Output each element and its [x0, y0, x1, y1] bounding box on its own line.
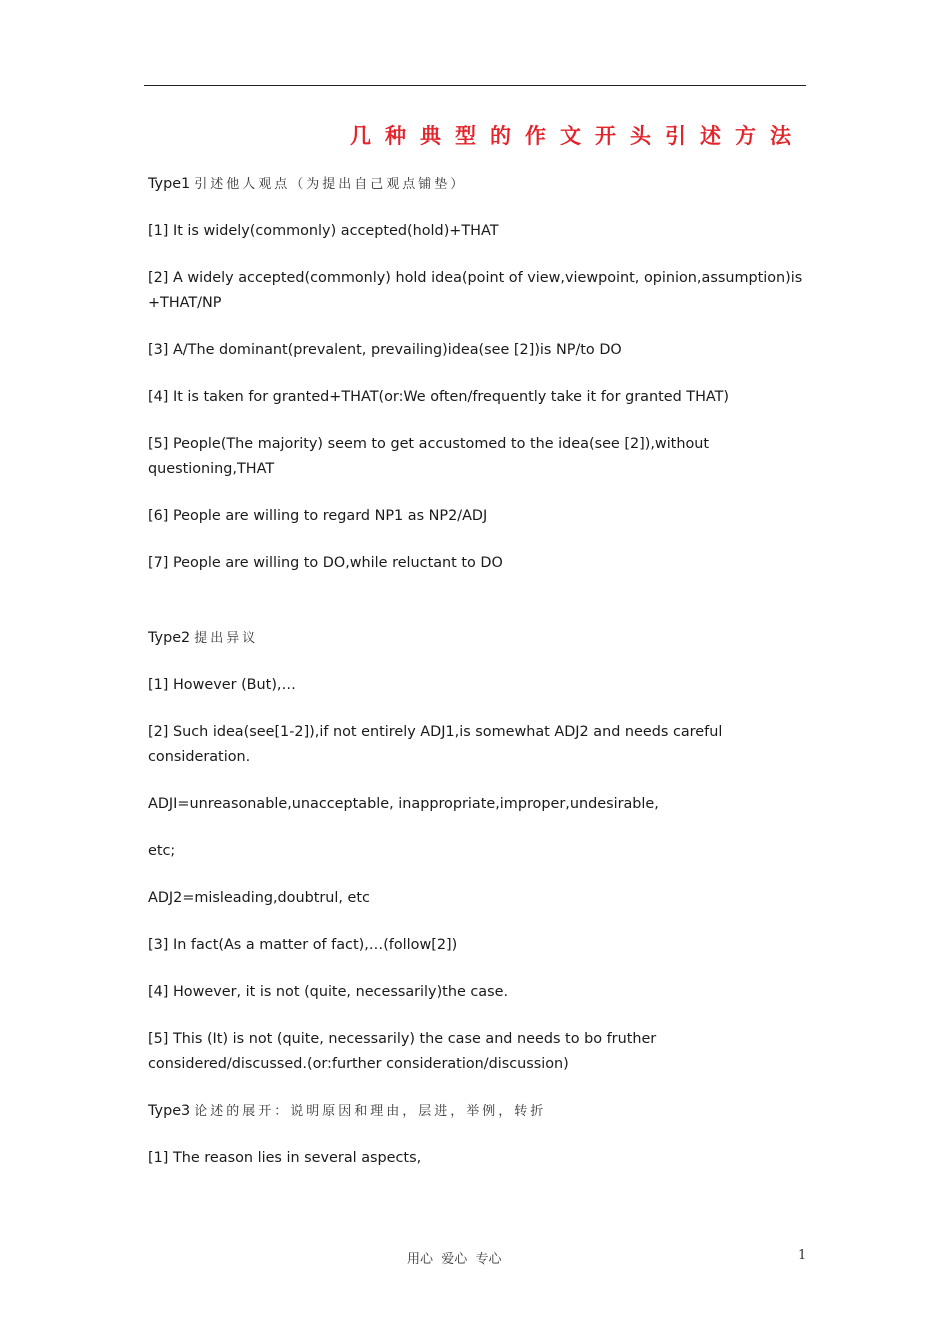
text-line: ADJ2=misleading,doubtrul, etc — [148, 890, 370, 906]
document-title: 几种典型的作文开头引述方法 — [350, 123, 805, 148]
footer-motto: 用心 爱心 专心 — [407, 1252, 502, 1267]
text-line: [7] People are willing to DO,while reluctant to DO — [148, 555, 503, 571]
page-footer — [0, 1248, 950, 1270]
text-line: [3] In fact(As a matter of fact),…(follow[2]) — [148, 937, 458, 953]
section-heading-en: Type2 — [148, 630, 191, 646]
text-line: [6] People are willing to regard NP1 as NP2/ADJ — [148, 508, 488, 524]
section-heading-type3 — [148, 1099, 808, 1124]
text-line: [4] However, it is not (quite, necessarily)the case. — [148, 984, 509, 1000]
section-heading-type1 — [148, 172, 808, 197]
text-line: [2] Such idea(see[1-2]),if not entirely ADJ1,is somewhat ADJ2 and needs careful consideration. — [148, 724, 723, 765]
section-heading-cn: 提出异议 — [194, 631, 259, 646]
document-body — [148, 172, 808, 1193]
section-heading-type2 — [148, 626, 808, 651]
text-line: [3] A/The dominant(prevalent, prevailing)idea(see [2])is NP/to DO — [148, 342, 622, 358]
section-heading-cn: 引述他人观点（为提出自己观点铺垫） — [194, 177, 467, 192]
text-line: [4] It is taken for granted+THAT(or:We often/frequently take it for granted THAT) — [148, 389, 730, 405]
text-line: ADJI=unreasonable,unacceptable, inappropriate,improper,undesirable, — [148, 796, 659, 812]
text-line: [5] People(The majority) seem to get accustomed to the idea(see [2]),without questioning,THAT — [148, 436, 710, 477]
text-line: [2] A widely accepted(commonly) hold idea(point of view,viewpoint, opinion,assumption)is +THAT/NP — [148, 270, 803, 311]
header-rule — [144, 85, 806, 86]
text-line: [1] It is widely(commonly) accepted(hold)+THAT — [148, 223, 499, 239]
text-line: [5] This (It) is not (quite, necessarily) the case and needs to bo fruther considered/discussed.(or:further consideration/discussion) — [148, 1031, 657, 1072]
text-line: [1] The reason lies in several aspects, — [148, 1150, 422, 1166]
section-heading-cn: 论述的展开：说明原因和理由，层进，举例，转折 — [194, 1104, 547, 1119]
page-number: 1 — [798, 1248, 807, 1263]
section-heading-en: Type3 — [148, 1103, 191, 1119]
text-line: etc; — [148, 843, 176, 859]
text-line: [1] However (But),… — [148, 677, 296, 693]
section-heading-en: Type1 — [148, 176, 191, 192]
